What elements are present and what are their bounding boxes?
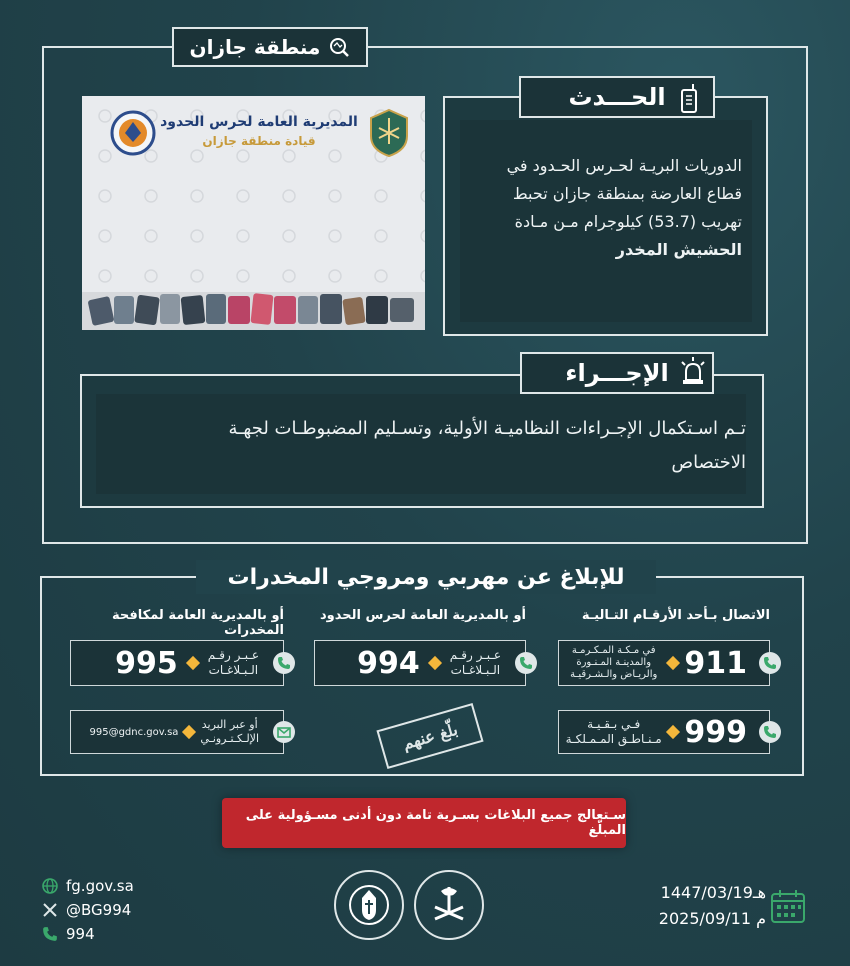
phone-icon [273, 652, 295, 674]
saudi-emblem-icon [414, 870, 484, 940]
footer-twitter[interactable]: @BG994 [42, 898, 182, 922]
col-1-head: الاتصال بـأحد الأرقـام التـاليـة [581, 608, 770, 623]
email-desc: أو عبر البريد الإلـكـتـرونـي [200, 718, 259, 745]
phone-icon [759, 721, 781, 743]
accent-diamond [428, 656, 442, 670]
accent-diamond [186, 656, 200, 670]
hotline-999-number: 999 [684, 714, 747, 750]
hotline-994-box[interactable] [314, 640, 526, 686]
hotline-911-box[interactable] [558, 640, 770, 686]
stamp-text: بلّغ عنهم [400, 719, 460, 753]
photo-banner-title: المديرية العامة لحرس الحدود [160, 114, 358, 130]
footer-dates [636, 880, 766, 932]
hotline-999-desc: فـي بـقـيـة مـنـاطـق المـمـلكـة [565, 717, 662, 746]
email-icon [273, 721, 295, 743]
hotline-995-number: 995 [115, 645, 178, 681]
phone-icon [515, 652, 537, 674]
hotline-911-desc: في مـكـة المـكـرمـة والمدينـة المـنـورة والريـاض والـشـرقيـة [570, 645, 658, 680]
saudi-emblem-icon [367, 108, 411, 158]
email-address[interactable]: 995@gdnc.gov.sa [89, 726, 179, 738]
region-title: منطقة جازان [189, 35, 321, 59]
email-box[interactable] [70, 710, 284, 754]
event-line-3: تهريب (53.7) كيلوجرام مـن مـادة [514, 212, 742, 231]
col-2-head: أو بالمديرية العامة لحرس الحدود [320, 608, 526, 623]
accent-diamond [666, 656, 680, 670]
seized-packages [88, 288, 418, 328]
event-line-1: الدوريات البريـة لحـرس الحـدود في [506, 156, 742, 175]
report-title: للإبلاغ عن مهربي ومروجي المخدرات [227, 564, 625, 590]
event-title: الحـــدث [568, 83, 666, 111]
hotline-994-desc: عـبـر رقـم الـبـلاغـات [449, 648, 501, 677]
hotline-999-box[interactable] [558, 710, 770, 754]
action-title: الإجـــراء [565, 359, 669, 387]
action-line-1: تـم اسـتكمال الإجـراءات النظاميـة الأولية، وتسـليم المضبوطـات لجهـة [228, 418, 746, 439]
footer-phone[interactable]: 994 [42, 922, 182, 946]
action-line-2: الاختصاص [671, 452, 746, 473]
phone-icon [759, 652, 781, 674]
accent-diamond [182, 725, 196, 739]
accent-diamond [666, 725, 680, 739]
confidentiality-notice [222, 798, 626, 848]
alarm-light-icon [678, 356, 708, 386]
date-gregorian: 2025/09/11 م [658, 909, 766, 928]
magnifier-map-icon [328, 36, 350, 58]
event-line-2: قطاع العارضة بمنطقة جازان تحبط [512, 184, 742, 203]
hotline-911-number: 911 [684, 645, 747, 681]
border-guard-emblem-icon [110, 108, 156, 158]
region-tag [172, 27, 368, 67]
x-logo-icon [42, 902, 58, 918]
date-hijri: 1447/03/19هـ [660, 883, 766, 902]
col-3-head: أو بالمديرية العامة لمكافحة المخدرات [111, 608, 284, 638]
footer-website[interactable]: fg.gov.sa [42, 874, 182, 898]
footer-contacts [42, 874, 182, 946]
seizure-photo [82, 96, 425, 330]
action-text [98, 412, 746, 480]
event-text [462, 152, 742, 264]
photo-banner-subtitle: قيادة منطقة جازان [202, 134, 316, 148]
notice-text: سـتعالج جميع البلاغات بسـرية تامة دون أدنى مسـؤولية على المبلّغ [245, 808, 626, 838]
hotline-995-desc: عـبـر رقـم الـبـلاغـات [207, 648, 259, 677]
report-title-wrap [196, 560, 656, 594]
hotline-994-number: 994 [357, 645, 420, 681]
event-line-4: الحشيش المخدر [615, 240, 742, 259]
globe-icon [42, 878, 58, 894]
border-guard-emblem-icon [334, 870, 404, 940]
phone-icon [42, 926, 58, 942]
walkie-talkie-icon [678, 84, 700, 114]
hotline-995-box[interactable] [70, 640, 284, 686]
calendar-icon [770, 888, 806, 924]
